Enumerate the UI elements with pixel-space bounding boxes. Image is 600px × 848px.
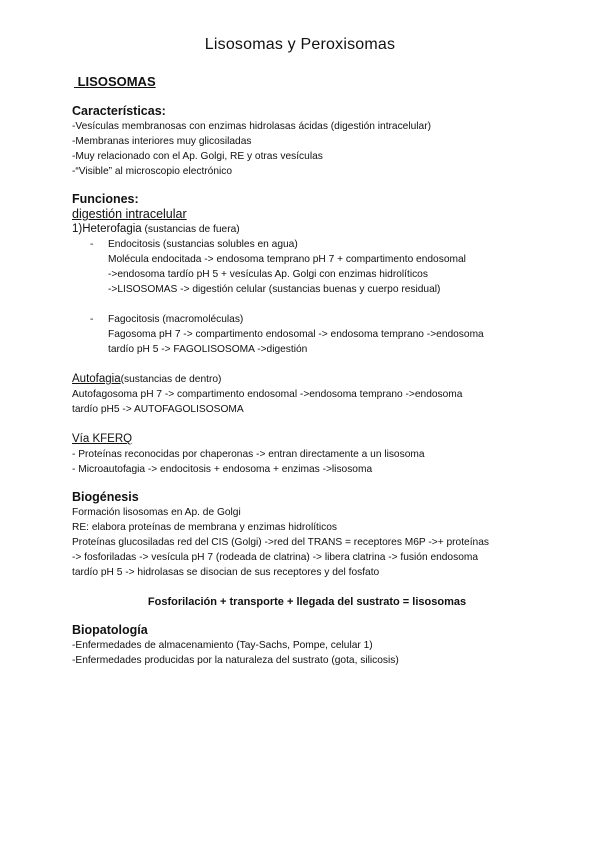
biopatologia-line: -Enfermedades de almacenamiento (Tay-Sachs, Pompe, celular 1): [72, 640, 373, 651]
autofagia-note: (sustancias de dentro): [120, 374, 222, 385]
biogenesis-line: Formación lisosomas en Ap. de Golgi: [72, 507, 241, 518]
endocitosis-line: ->LISOSOMAS -> digestión celular (sustancias buenas y cuerpo residual): [108, 284, 441, 295]
biopatologia-line: -Enfermedades producidas por la naturaleza del sustrato (gota, silicosis): [72, 655, 399, 666]
caracteristicas-line: -“Visible” al microscopio electrónico: [72, 166, 233, 177]
biopatologia-heading: Biopatología: [72, 623, 148, 637]
fagocitosis-title: Fagocitosis (macromoléculas): [108, 314, 244, 325]
biogenesis-line: tardío pH 5 -> hidrolasas se disocian de sus receptores y del fosfato: [72, 567, 380, 578]
biogenesis-line: RE: elabora proteínas de membrana y enzimas hidrolíticos: [72, 522, 338, 533]
caracteristicas-line: -Muy relacionado con el Ap. Golgi, RE y otras vesículas: [72, 151, 323, 162]
caracteristicas-heading: Características:: [72, 104, 166, 118]
endocitosis-line: ->endosoma tardío pH 5 + vesículas Ap. Golgi con enzimas hidrolíticos: [108, 269, 428, 280]
fagocitosis-line: Fagosoma pH 7 -> compartimento endosomal -> endosoma temprano ->endosoma: [108, 329, 484, 340]
endocitosis-line: Molécula endocitada -> endosoma temprano pH 7 + compartimento endosomal: [108, 254, 466, 265]
autofagia-line: [72, 372, 542, 387]
fagocitosis-title-line: [72, 312, 542, 327]
heterofagia-line: [72, 222, 542, 237]
kferq-line: - Proteínas reconocidas por chaperonas -> entran directamente a un lisosoma: [72, 449, 425, 460]
biogenesis-section: [72, 490, 542, 610]
funciones-heading: Funciones:: [72, 192, 139, 206]
fagocitosis-line: tardío pH 5 -> FAGOLISOSOMA ->digestión: [108, 344, 308, 355]
caracteristicas-line: -Vesículas membranosas con enzimas hidrolasas ácidas (digestión intracelular): [72, 121, 431, 132]
biogenesis-heading: Biogénesis: [72, 490, 139, 504]
bullet-dash: -: [90, 239, 94, 250]
document-body: [72, 72, 542, 668]
biogenesis-summary: Fosforilación + transporte + llegada del sustrato = lisosomas: [147, 596, 467, 608]
kferq-line: - Microautofagia -> endocitosis + endosoma + enzimas ->lisosoma: [72, 464, 373, 475]
section-title-lisosomas: LISOSOMAS: [74, 74, 156, 89]
kferq-label: Vía KFERQ: [72, 433, 133, 445]
autofagia-label: Autofagia: [72, 373, 121, 385]
biogenesis-line: Proteínas glucosiladas red del CIS (Golgi) ->red del TRANS = receptores M6P ->+ proteínas: [72, 537, 489, 548]
bullet-dash: -: [90, 314, 94, 325]
funciones-subheading: digestión intracelular: [72, 207, 187, 221]
biogenesis-line: -> fosforiladas -> vesícula pH 7 (rodeada de clatrina) -> libera clatrina -> fusión endosoma: [72, 552, 479, 563]
autofagia-text: Autofagosoma pH 7 -> compartimento endosomal ->endosoma temprano ->endosoma: [72, 389, 463, 400]
funciones-section: [72, 192, 542, 477]
document-title: Lisosomas y Peroxisomas: [204, 36, 396, 53]
biopatologia-section: [72, 623, 542, 668]
endocitosis-title-line: [72, 237, 542, 252]
heterofagia-label: 1)Heterofagia: [72, 223, 142, 235]
caracteristicas-section: [72, 104, 542, 179]
heterofagia-note: (sustancias de fuera): [141, 224, 240, 235]
caracteristicas-line: -Membranas interiores muy glicosiladas: [72, 136, 252, 147]
autofagia-text: tardío pH5 -> AUTOFAGOLISOSOMA: [72, 404, 244, 415]
endocitosis-title: Endocitosis (sustancias solubles en agua): [108, 239, 298, 250]
